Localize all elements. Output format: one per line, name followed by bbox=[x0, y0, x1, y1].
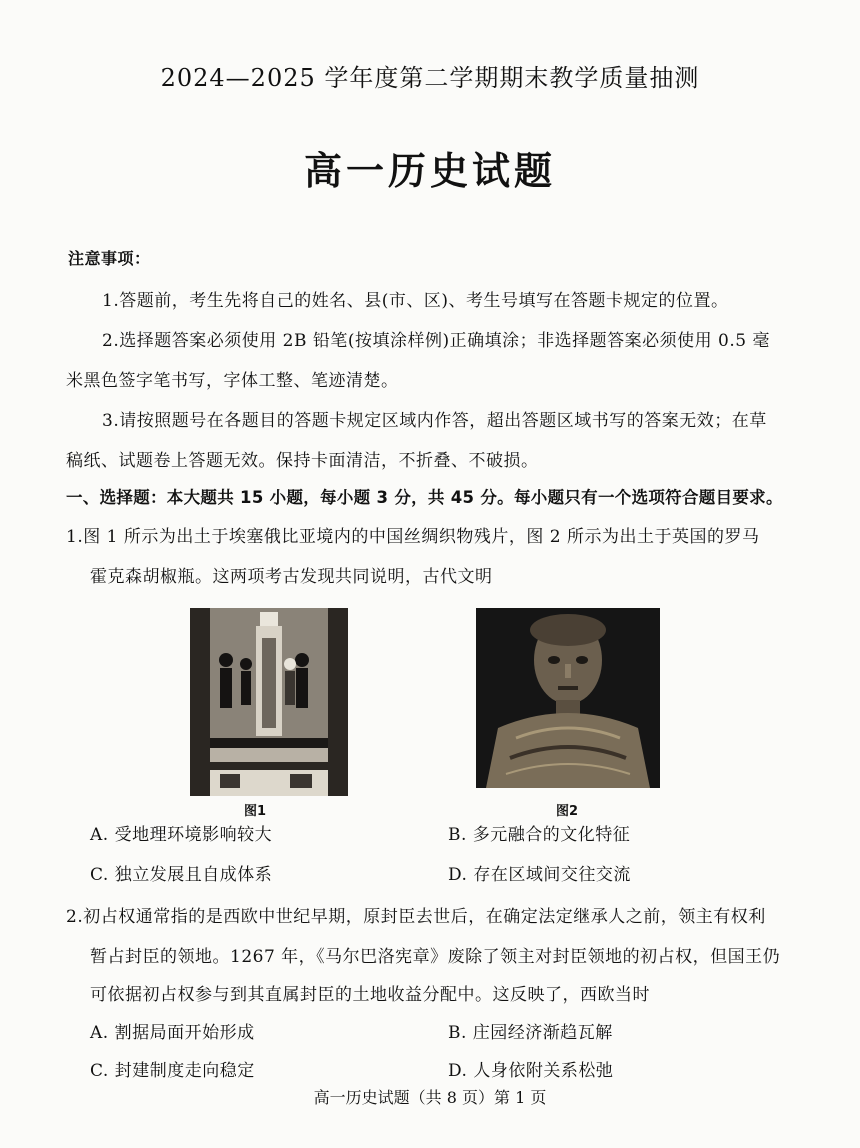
question-1-option-c[interactable]: C. 独立发展且自成体系 bbox=[90, 865, 273, 885]
question-1-option-a[interactable]: A. 受地理环境影响较大 bbox=[90, 825, 273, 845]
question-2-line-3: 可依据初占权参与到其直属封臣的土地收益分配中。这反映了，西欧当时 bbox=[90, 985, 650, 1005]
question-1-line-1: 1.图 1 所示为出土于埃塞俄比亚境内的中国丝绸织物残片，图 2 所示为出土于英国的罗马 bbox=[66, 527, 760, 547]
notice-item-1: 1.答题前，考生先将自己的姓名、县(市、区)、考生号填写在答题卡规定的位置。 bbox=[102, 291, 729, 311]
notice-item-2-line-2: 米黑色签字笔书写，字体工整、笔迹清楚。 bbox=[66, 371, 399, 391]
question-1-option-b[interactable]: B. 多元融合的文化特征 bbox=[448, 825, 631, 845]
question-1-line-2: 霍克森胡椒瓶。这两项考古发现共同说明，古代文明 bbox=[90, 567, 493, 587]
page-footer: 高一历史试题（共 8 页）第 1 页 bbox=[313, 1088, 547, 1107]
figure-2-caption: 图2 bbox=[556, 804, 579, 819]
question-2-line-1: 2.初占权通常指的是西欧中世纪早期，原封臣去世后，在确定法定继承人之前，领主有权利 bbox=[66, 907, 766, 927]
question-2-line-2: 暂占封臣的领地。1267 年，《马尔巴洛宪章》废除了领主对封臣领地的初占权，但国王仍 bbox=[90, 947, 781, 967]
notice-heading: 注意事项： bbox=[68, 249, 151, 268]
question-2-option-d[interactable]: D. 人身依附关系松弛 bbox=[448, 1061, 614, 1081]
section-heading: 一、选择题：本大题共 15 小题，每小题 3 分，共 45 分。每小题只有一个选项符合题目要求。 bbox=[66, 488, 783, 507]
notice-item-3-line-2: 稿纸、试题卷上答题无效。保持卡面清洁，不折叠、不破损。 bbox=[66, 451, 539, 471]
figure-2-pepper-pot-image bbox=[476, 608, 660, 788]
question-1-option-d[interactable]: D. 存在区域间交往交流 bbox=[448, 865, 631, 885]
question-2-option-b[interactable]: B. 庄园经济渐趋瓦解 bbox=[448, 1023, 613, 1043]
notice-item-2-line-1: 2.选择题答案必须使用 2B 铅笔(按填涂样例)正确填涂；非选择题答案必须使用 0.5 毫 bbox=[102, 331, 770, 351]
figure-1-silk-fragment-image bbox=[190, 608, 348, 796]
page-title: 高一历史试题 bbox=[303, 149, 556, 193]
question-2-option-a[interactable]: A. 割据局面开始形成 bbox=[90, 1023, 255, 1043]
exam-name: 2024—2025 学年度第二学期期末教学质量抽测 bbox=[160, 64, 700, 92]
figure-1-caption: 图1 bbox=[244, 804, 267, 819]
notice-item-3-line-1: 3.请按照题号在各题目的答题卡规定区域内作答，超出答题区域书写的答案无效；在草 bbox=[102, 411, 767, 431]
question-2-option-c[interactable]: C. 封建制度走向稳定 bbox=[90, 1061, 255, 1081]
